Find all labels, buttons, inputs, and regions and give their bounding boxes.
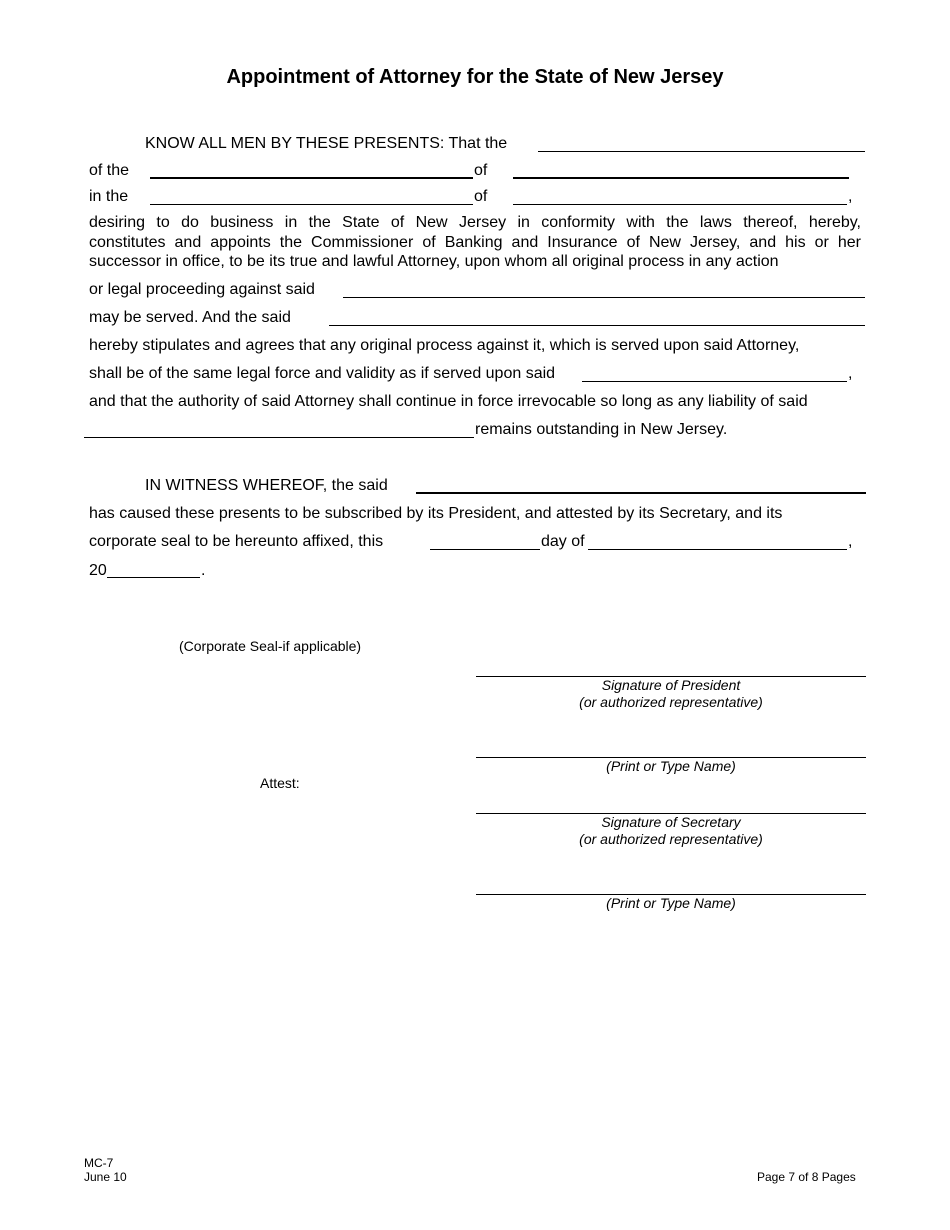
year-prefix: 20	[89, 562, 107, 579]
of-the-label: of the	[89, 162, 130, 179]
year-field[interactable]	[107, 577, 200, 578]
president-signature-caption	[476, 677, 866, 711]
day-of-label: day of	[541, 533, 585, 550]
attest-label: Attest:	[260, 775, 300, 791]
legal-force-text: shall be of the same legal force and validity as if served upon said	[89, 365, 556, 382]
corporate-seal-label: (Corporate Seal-if applicable)	[179, 638, 362, 654]
president-signature-label: Signature of President	[601, 677, 741, 693]
page-title: Appointment of Attorney for the State of New Jersey	[226, 66, 724, 88]
comma-2: ,	[848, 365, 853, 382]
company-name-field[interactable]	[538, 151, 865, 152]
may-be-served-text: may be served. And the said	[89, 309, 291, 326]
may-be-served-field[interactable]	[329, 325, 865, 326]
remains-text: remains outstanding in New Jersey.	[475, 421, 728, 438]
form-date: June 10	[84, 1170, 127, 1184]
period: .	[201, 562, 206, 579]
authority-text: and that the authority of said Attorney shall continue in force irrevocable so long as any liability of said	[89, 393, 808, 410]
stipulates-text: hereby stipulates and agrees that any original process against it, which is served upon said Attorney,	[89, 337, 800, 354]
witness-text: IN WITNESS WHEREOF, the said	[145, 477, 388, 494]
witness-field[interactable]	[416, 492, 866, 494]
comma-1: ,	[848, 188, 853, 205]
month-field[interactable]	[588, 549, 847, 550]
body-line-1: desiring to do business in the State of New Jersey in conformity with the laws thereof, hereby,	[89, 214, 861, 231]
secretary-authorized-label: (or authorized representative)	[579, 831, 763, 847]
know-all-men-text: KNOW ALL MEN BY THESE PRESENTS: That the	[145, 135, 508, 152]
president-authorized-label: (or authorized representative)	[579, 694, 763, 710]
served-upon-field[interactable]	[582, 381, 847, 382]
of-the-field[interactable]	[150, 177, 473, 179]
secretary-signature-caption	[476, 814, 866, 848]
body-line-2: constitutes and appoints the Commissioner of Banking and Insurance of New Jersey, and his or her	[89, 234, 861, 251]
day-field[interactable]	[430, 549, 540, 550]
body-line-3: successor in office, to be its true and lawful Attorney, upon whom all original process in any action	[89, 253, 779, 270]
comma-3: ,	[848, 533, 853, 550]
of-label-1: of	[474, 162, 488, 179]
print-name-label-2: (Print or Type Name)	[606, 895, 736, 911]
in-the-label: in the	[89, 188, 129, 205]
secretary-signature-label: Signature of Secretary	[601, 814, 741, 830]
print-name-label-1: (Print or Type Name)	[606, 758, 736, 774]
legal-proceeding-text: or legal proceeding against said	[89, 281, 315, 298]
legal-proceeding-field[interactable]	[343, 297, 865, 298]
page-number: Page 7 of 8 Pages	[757, 1170, 856, 1184]
of-label-2: of	[474, 188, 488, 205]
seal-affixed-text: corporate seal to be hereunto affixed, this	[89, 533, 384, 550]
of-field-1[interactable]	[513, 177, 849, 179]
form-id: MC-7	[84, 1156, 114, 1170]
of-field-2[interactable]	[513, 204, 847, 205]
liability-field[interactable]	[84, 437, 474, 438]
in-the-field[interactable]	[150, 204, 473, 205]
caused-text: has caused these presents to be subscribed by its President, and attested by its Secretary, and its	[89, 505, 783, 522]
